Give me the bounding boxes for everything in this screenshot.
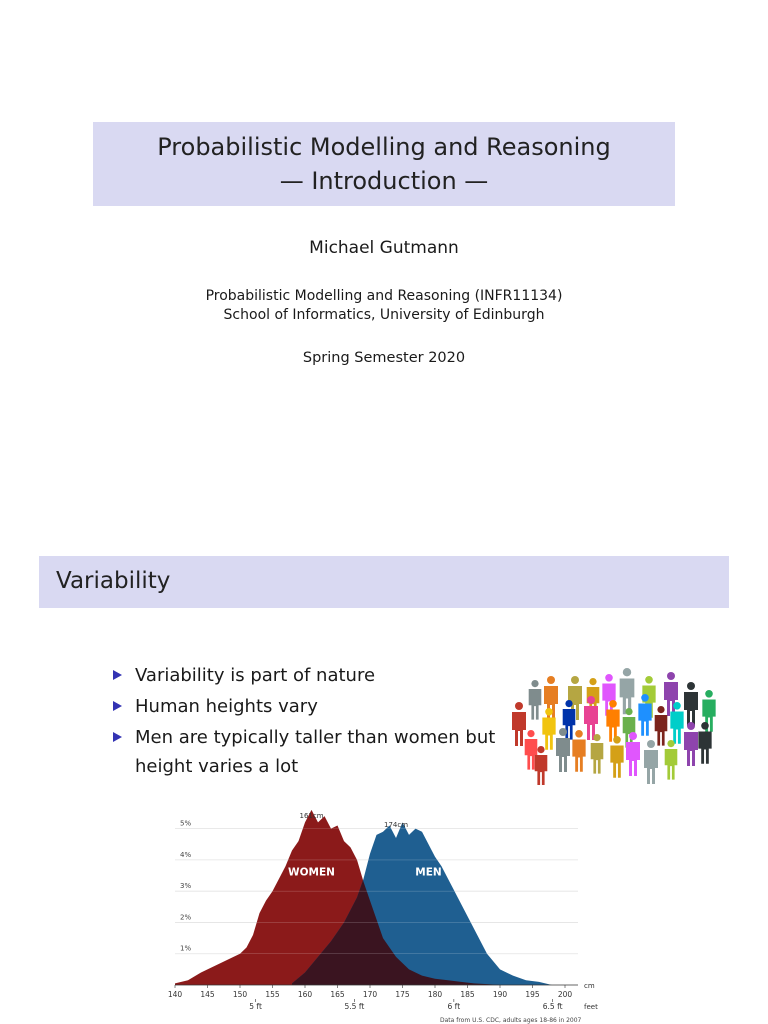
person-figure [644, 740, 658, 784]
x-tick-label: 195 [525, 990, 540, 999]
frame-title: Variability [56, 568, 171, 594]
x-tick-label: 175 [395, 990, 410, 999]
bullet-text: Human heights vary [135, 696, 318, 717]
bullet-text: Variability is part of nature [135, 665, 376, 686]
chart-footnote: Data from U.S. CDC, adults ages 18-86 in 2007 [440, 1017, 582, 1024]
bullet-triangle-icon [113, 670, 122, 680]
x-tick-label: 160 [297, 990, 313, 999]
person-figure [620, 668, 635, 714]
x-tick-label: 185 [460, 990, 475, 999]
peak-annotation: 161cm [299, 812, 324, 820]
series-label-women: WOMEN [288, 866, 335, 879]
y-tick-label: 1% [180, 944, 192, 953]
y-tick-label: 4% [180, 850, 192, 859]
institution-name: School of Informatics, University of Edinburgh [223, 307, 545, 323]
list-item [110, 661, 500, 690]
feet-tick-label: 5.5 ft [344, 1002, 365, 1011]
bullet-list [110, 661, 500, 783]
frame-title-bar [39, 556, 729, 608]
person-figure [512, 702, 526, 746]
y-tick-label: 2% [180, 913, 192, 922]
author-name: Michael Gutmann [309, 238, 459, 258]
x-tick-label: 145 [200, 990, 215, 999]
x-tick-label: 170 [362, 990, 378, 999]
x-tick-label: 165 [330, 990, 345, 999]
title-box [93, 122, 675, 206]
peak-annotation: 174cm [383, 821, 409, 829]
height-distribution-chart [160, 808, 610, 1024]
x-tick-label: 190 [492, 990, 508, 999]
semester: Spring Semester 2020 [302, 350, 466, 366]
bullet-text: Men are typically taller than women but height varies a lot [135, 727, 496, 777]
presentation-subtitle: — Introduction — [279, 167, 489, 195]
x-tick-label: 200 [557, 990, 573, 999]
person-figure [698, 722, 711, 764]
feet-tick-label: 5 ft [249, 1002, 262, 1011]
y-tick-label: 3% [180, 882, 192, 891]
affiliation [0, 287, 768, 325]
x-tick-label: 180 [427, 990, 443, 999]
list-item [110, 723, 500, 781]
person-figure [606, 700, 619, 742]
feet-unit-label: feet [584, 1003, 598, 1011]
person-figure [684, 682, 698, 726]
person-figure [610, 736, 623, 778]
person-figure [665, 740, 678, 780]
y-tick-label: 5% [180, 819, 192, 828]
series-label-men: MEN [415, 866, 442, 879]
feet-tick-label: 6.5 ft [542, 1002, 563, 1011]
crowd-of-people-icon [505, 660, 725, 785]
person-figure [572, 730, 585, 772]
x-unit-label: cm [584, 982, 595, 990]
presentation-title: Probabilistic Modelling and Reasoning [157, 133, 611, 161]
x-tick-label: 140 [167, 990, 183, 999]
x-tick-label: 150 [232, 990, 248, 999]
person-figure [684, 722, 698, 766]
list-item [110, 692, 500, 721]
course-name: Probabilistic Modelling and Reasoning (INFR11134) [205, 288, 563, 304]
bullet-triangle-icon [113, 732, 122, 742]
person-figure [655, 706, 668, 746]
x-tick-label: 155 [265, 990, 280, 999]
bullet-triangle-icon [113, 701, 122, 711]
feet-tick-label: 6 ft [447, 1002, 461, 1011]
person-figure [529, 680, 542, 720]
